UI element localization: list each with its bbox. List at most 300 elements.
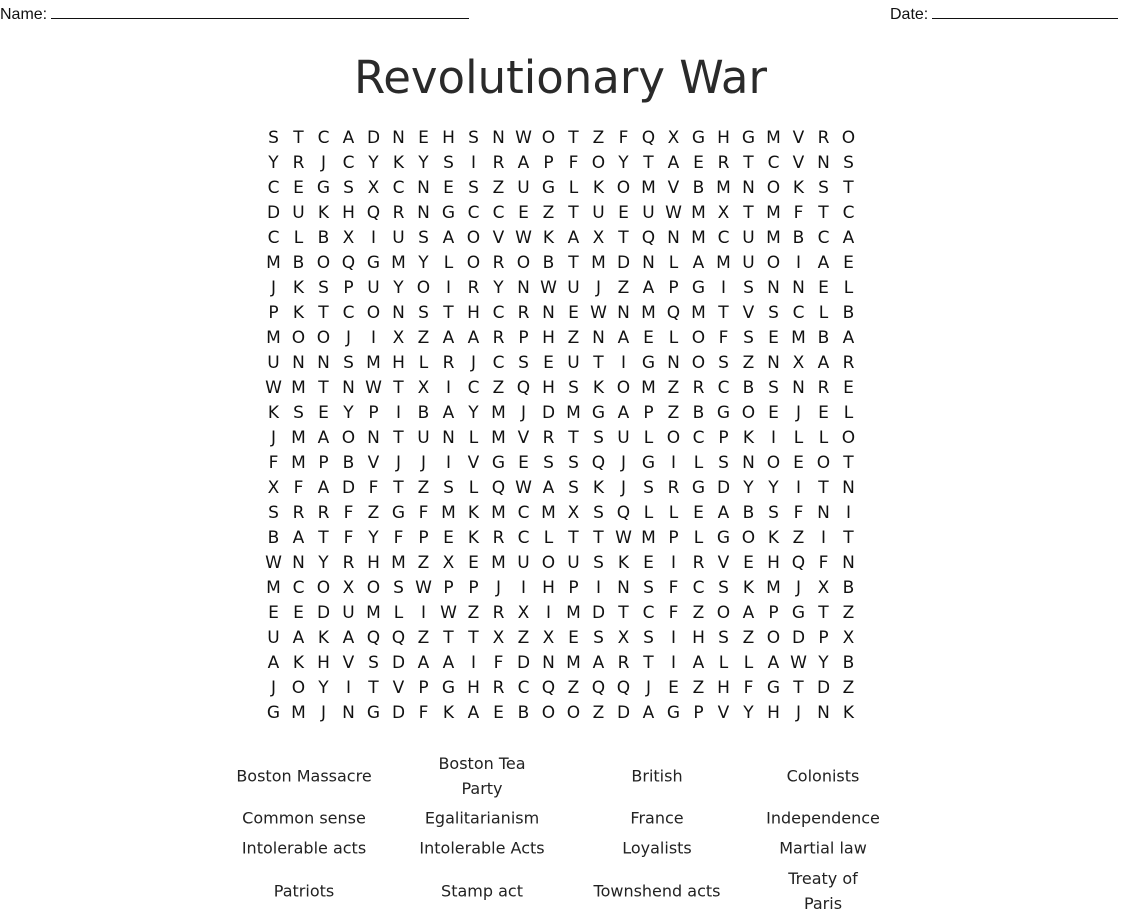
grid-letter[interactable]: F: [293, 477, 304, 498]
grid-letter[interactable]: I: [420, 602, 426, 623]
grid-letter[interactable]: P: [343, 277, 354, 298]
grid-letter[interactable]: A: [692, 652, 705, 673]
grid-letter[interactable]: I: [820, 527, 826, 548]
grid-letter[interactable]: Q: [366, 202, 381, 223]
grid-letter[interactable]: Z: [492, 177, 505, 198]
grid-letter[interactable]: T: [843, 177, 854, 198]
grid-letter[interactable]: F: [493, 652, 504, 673]
grid-letter[interactable]: J: [270, 677, 276, 698]
grid-letter[interactable]: P: [268, 302, 279, 323]
grid-letter[interactable]: S: [593, 427, 604, 448]
grid-letter[interactable]: E: [668, 677, 679, 698]
grid-letter[interactable]: J: [645, 677, 651, 698]
grid-letter[interactable]: U: [592, 202, 605, 223]
grid-letter[interactable]: V: [467, 452, 480, 473]
grid-letter[interactable]: W: [615, 527, 632, 548]
grid-letter[interactable]: C: [342, 302, 355, 323]
grid-letter[interactable]: X: [392, 327, 405, 348]
grid-letter[interactable]: O: [316, 252, 331, 273]
grid-letter[interactable]: N: [642, 252, 655, 273]
grid-letter[interactable]: Z: [692, 677, 705, 698]
grid-letter[interactable]: W: [515, 127, 532, 148]
grid-letter[interactable]: A: [417, 652, 430, 673]
grid-letter[interactable]: Z: [567, 327, 580, 348]
grid-letter[interactable]: M: [541, 502, 556, 523]
grid-letter[interactable]: A: [317, 477, 330, 498]
grid-letter[interactable]: S: [568, 452, 579, 473]
grid-letter[interactable]: P: [568, 577, 579, 598]
grid-letter[interactable]: O: [841, 127, 856, 148]
grid-letter[interactable]: N: [442, 427, 455, 448]
grid-letter[interactable]: T: [793, 677, 804, 698]
grid-letter[interactable]: D: [616, 702, 631, 723]
grid-letter[interactable]: H: [367, 552, 380, 573]
grid-letter[interactable]: L: [668, 502, 679, 523]
grid-letter[interactable]: W: [415, 577, 432, 598]
grid-letter[interactable]: E: [268, 602, 279, 623]
grid-letter[interactable]: K: [592, 177, 605, 198]
grid-letter[interactable]: O: [541, 702, 556, 723]
grid-letter[interactable]: N: [742, 177, 755, 198]
grid-letter[interactable]: A: [617, 402, 630, 423]
grid-letter[interactable]: I: [445, 452, 451, 473]
grid-letter[interactable]: U: [567, 552, 580, 573]
grid-letter[interactable]: Y: [318, 552, 329, 573]
grid-letter[interactable]: L: [668, 327, 679, 348]
grid-letter[interactable]: R: [817, 127, 830, 148]
grid-letter[interactable]: I: [795, 477, 801, 498]
grid-letter[interactable]: O: [566, 702, 581, 723]
grid-letter[interactable]: O: [616, 177, 631, 198]
grid-letter[interactable]: Z: [417, 477, 430, 498]
grid-letter[interactable]: N: [417, 202, 430, 223]
grid-letter[interactable]: C: [467, 202, 480, 223]
grid-letter[interactable]: O: [591, 152, 606, 173]
grid-letter[interactable]: M: [566, 652, 581, 673]
grid-letter[interactable]: F: [343, 527, 354, 548]
grid-letter[interactable]: K: [467, 502, 480, 523]
grid-letter[interactable]: M: [766, 227, 781, 248]
grid-letter[interactable]: U: [567, 277, 580, 298]
grid-letter[interactable]: U: [342, 602, 355, 623]
grid-letter[interactable]: Z: [517, 627, 530, 648]
grid-letter[interactable]: E: [543, 352, 554, 373]
grid-letter[interactable]: E: [743, 552, 754, 573]
grid-letter[interactable]: X: [417, 377, 430, 398]
grid-letter[interactable]: Q: [616, 677, 631, 698]
grid-letter[interactable]: V: [717, 552, 730, 573]
grid-letter[interactable]: M: [266, 327, 281, 348]
grid-letter[interactable]: B: [692, 402, 705, 423]
grid-letter[interactable]: C: [317, 127, 330, 148]
grid-letter[interactable]: D: [391, 652, 406, 673]
grid-letter[interactable]: A: [842, 327, 855, 348]
grid-letter[interactable]: O: [766, 177, 781, 198]
grid-letter[interactable]: B: [417, 402, 430, 423]
grid-letter[interactable]: C: [642, 602, 655, 623]
grid-letter[interactable]: Q: [616, 502, 631, 523]
grid-letter[interactable]: M: [716, 177, 731, 198]
grid-letter[interactable]: A: [667, 152, 680, 173]
grid-letter[interactable]: I: [595, 577, 601, 598]
grid-letter[interactable]: S: [418, 227, 429, 248]
grid-letter[interactable]: G: [741, 127, 756, 148]
grid-letter[interactable]: A: [617, 327, 630, 348]
grid-letter[interactable]: P: [443, 577, 454, 598]
grid-letter[interactable]: T: [318, 377, 329, 398]
grid-letter[interactable]: S: [343, 352, 354, 373]
grid-letter[interactable]: N: [542, 302, 555, 323]
grid-letter[interactable]: Z: [417, 627, 430, 648]
grid-letter[interactable]: R: [342, 552, 355, 573]
grid-letter[interactable]: Z: [417, 552, 430, 573]
grid-letter[interactable]: C: [517, 527, 530, 548]
grid-letter[interactable]: M: [491, 402, 506, 423]
grid-letter[interactable]: M: [691, 302, 706, 323]
grid-letter[interactable]: T: [718, 302, 729, 323]
grid-letter[interactable]: M: [291, 452, 306, 473]
grid-letter[interactable]: U: [392, 227, 405, 248]
grid-letter[interactable]: X: [492, 627, 505, 648]
grid-letter[interactable]: N: [617, 577, 630, 598]
grid-letter[interactable]: I: [670, 452, 676, 473]
grid-letter[interactable]: R: [292, 502, 305, 523]
grid-letter[interactable]: L: [693, 452, 704, 473]
grid-letter[interactable]: G: [541, 177, 556, 198]
grid-letter[interactable]: S: [768, 377, 779, 398]
grid-letter[interactable]: E: [618, 202, 629, 223]
grid-letter[interactable]: E: [468, 552, 479, 573]
grid-letter[interactable]: S: [568, 477, 579, 498]
grid-letter[interactable]: P: [318, 452, 329, 473]
grid-letter[interactable]: J: [395, 452, 401, 473]
grid-letter[interactable]: S: [443, 477, 454, 498]
grid-letter[interactable]: W: [665, 202, 682, 223]
grid-letter[interactable]: G: [691, 477, 706, 498]
grid-letter[interactable]: A: [442, 652, 455, 673]
grid-letter[interactable]: V: [392, 677, 405, 698]
grid-letter[interactable]: Y: [618, 152, 629, 173]
grid-letter[interactable]: O: [741, 402, 756, 423]
grid-letter[interactable]: N: [292, 352, 305, 373]
grid-letter[interactable]: R: [317, 502, 330, 523]
grid-letter[interactable]: V: [667, 177, 680, 198]
grid-letter[interactable]: T: [368, 677, 379, 698]
grid-letter[interactable]: O: [766, 627, 781, 648]
grid-letter[interactable]: X: [517, 602, 530, 623]
grid-letter[interactable]: S: [418, 302, 429, 323]
grid-letter[interactable]: Q: [591, 677, 606, 698]
grid-letter[interactable]: K: [267, 402, 280, 423]
grid-letter[interactable]: E: [568, 302, 579, 323]
grid-letter[interactable]: B: [292, 252, 305, 273]
grid-letter[interactable]: S: [568, 377, 579, 398]
grid-letter[interactable]: O: [316, 577, 331, 598]
grid-letter[interactable]: I: [370, 327, 376, 348]
grid-letter[interactable]: M: [491, 502, 506, 523]
grid-letter[interactable]: T: [618, 602, 629, 623]
grid-letter[interactable]: S: [718, 577, 729, 598]
grid-letter[interactable]: S: [268, 502, 279, 523]
grid-letter[interactable]: B: [317, 227, 330, 248]
grid-letter[interactable]: R: [542, 427, 555, 448]
grid-letter[interactable]: O: [466, 227, 481, 248]
grid-letter[interactable]: Z: [617, 277, 630, 298]
grid-letter[interactable]: M: [291, 377, 306, 398]
grid-letter[interactable]: P: [543, 152, 554, 173]
grid-letter[interactable]: U: [517, 177, 530, 198]
grid-letter[interactable]: H: [717, 127, 730, 148]
grid-letter[interactable]: J: [795, 577, 801, 598]
grid-letter[interactable]: J: [620, 452, 626, 473]
grid-letter[interactable]: Z: [592, 127, 605, 148]
grid-letter[interactable]: L: [543, 527, 554, 548]
grid-letter[interactable]: W: [515, 477, 532, 498]
grid-letter[interactable]: F: [418, 702, 429, 723]
grid-letter[interactable]: O: [691, 327, 706, 348]
grid-letter[interactable]: R: [692, 377, 705, 398]
grid-letter[interactable]: T: [643, 152, 654, 173]
grid-letter[interactable]: A: [542, 477, 555, 498]
grid-letter[interactable]: U: [267, 352, 280, 373]
grid-letter[interactable]: L: [843, 277, 854, 298]
grid-letter[interactable]: G: [491, 452, 506, 473]
grid-letter[interactable]: N: [817, 152, 830, 173]
grid-letter[interactable]: M: [641, 177, 656, 198]
grid-letter[interactable]: Z: [792, 527, 805, 548]
grid-letter[interactable]: S: [643, 627, 654, 648]
grid-letter[interactable]: G: [366, 252, 381, 273]
grid-letter[interactable]: K: [617, 552, 630, 573]
grid-letter[interactable]: L: [443, 252, 454, 273]
grid-letter[interactable]: W: [540, 277, 557, 298]
grid-letter[interactable]: O: [616, 377, 631, 398]
grid-letter[interactable]: Z: [542, 202, 555, 223]
grid-letter[interactable]: Z: [742, 627, 755, 648]
grid-letter[interactable]: M: [766, 577, 781, 598]
grid-letter[interactable]: E: [493, 702, 504, 723]
grid-letter[interactable]: J: [345, 327, 351, 348]
grid-letter[interactable]: P: [418, 527, 429, 548]
grid-letter[interactable]: I: [795, 252, 801, 273]
grid-letter[interactable]: L: [818, 302, 829, 323]
grid-letter[interactable]: B: [842, 577, 855, 598]
grid-letter[interactable]: W: [265, 552, 282, 573]
grid-letter[interactable]: U: [517, 552, 530, 573]
grid-letter[interactable]: G: [691, 127, 706, 148]
grid-letter[interactable]: C: [492, 302, 505, 323]
grid-letter[interactable]: T: [568, 527, 579, 548]
grid-letter[interactable]: F: [793, 202, 804, 223]
grid-letter[interactable]: T: [568, 127, 579, 148]
grid-letter[interactable]: O: [416, 277, 431, 298]
grid-letter[interactable]: S: [268, 127, 279, 148]
grid-letter[interactable]: C: [392, 177, 405, 198]
grid-letter[interactable]: K: [317, 627, 330, 648]
grid-letter[interactable]: E: [768, 402, 779, 423]
grid-letter[interactable]: G: [716, 527, 731, 548]
grid-letter[interactable]: D: [391, 702, 406, 723]
grid-letter[interactable]: H: [717, 677, 730, 698]
grid-letter[interactable]: N: [767, 277, 780, 298]
grid-letter[interactable]: E: [793, 452, 804, 473]
grid-letter[interactable]: H: [767, 552, 780, 573]
grid-letter[interactable]: F: [418, 502, 429, 523]
grid-letter[interactable]: F: [668, 577, 679, 598]
grid-letter[interactable]: K: [467, 527, 480, 548]
grid-letter[interactable]: A: [292, 627, 305, 648]
grid-letter[interactable]: G: [766, 677, 781, 698]
grid-letter[interactable]: E: [568, 627, 579, 648]
grid-letter[interactable]: H: [767, 702, 780, 723]
grid-letter[interactable]: X: [367, 177, 380, 198]
grid-letter[interactable]: R: [667, 477, 680, 498]
grid-letter[interactable]: I: [845, 502, 851, 523]
grid-letter[interactable]: F: [343, 502, 354, 523]
grid-letter[interactable]: P: [768, 602, 779, 623]
grid-letter[interactable]: B: [692, 177, 705, 198]
grid-letter[interactable]: T: [443, 302, 454, 323]
grid-letter[interactable]: H: [392, 352, 405, 373]
grid-letter[interactable]: N: [742, 452, 755, 473]
grid-letter[interactable]: M: [491, 552, 506, 573]
grid-letter[interactable]: J: [470, 352, 476, 373]
grid-letter[interactable]: B: [817, 327, 830, 348]
grid-letter[interactable]: R: [492, 327, 505, 348]
grid-letter[interactable]: S: [643, 477, 654, 498]
date-input-line[interactable]: [932, 2, 1118, 19]
grid-letter[interactable]: I: [670, 652, 676, 673]
grid-letter[interactable]: C: [842, 202, 855, 223]
grid-letter[interactable]: M: [391, 552, 406, 573]
grid-letter[interactable]: E: [518, 452, 529, 473]
grid-letter[interactable]: X: [567, 502, 580, 523]
grid-letter[interactable]: M: [716, 252, 731, 273]
grid-letter[interactable]: P: [518, 327, 529, 348]
grid-letter[interactable]: N: [342, 377, 355, 398]
grid-letter[interactable]: Z: [592, 702, 605, 723]
grid-letter[interactable]: N: [667, 227, 680, 248]
grid-letter[interactable]: A: [817, 252, 830, 273]
grid-letter[interactable]: X: [792, 352, 805, 373]
grid-letter[interactable]: L: [818, 427, 829, 448]
grid-letter[interactable]: M: [291, 427, 306, 448]
grid-letter[interactable]: T: [568, 427, 579, 448]
grid-letter[interactable]: L: [568, 177, 579, 198]
grid-letter[interactable]: A: [692, 252, 705, 273]
grid-letter[interactable]: C: [342, 152, 355, 173]
grid-letter[interactable]: D: [541, 402, 556, 423]
grid-letter[interactable]: A: [292, 527, 305, 548]
grid-letter[interactable]: K: [742, 427, 755, 448]
grid-letter[interactable]: S: [368, 652, 379, 673]
grid-letter[interactable]: K: [842, 702, 855, 723]
grid-letter[interactable]: M: [491, 427, 506, 448]
grid-letter[interactable]: M: [641, 377, 656, 398]
grid-letter[interactable]: A: [842, 227, 855, 248]
grid-letter[interactable]: Y: [743, 702, 754, 723]
grid-letter[interactable]: E: [768, 327, 779, 348]
grid-letter[interactable]: R: [492, 152, 505, 173]
grid-letter[interactable]: X: [842, 627, 855, 648]
grid-letter[interactable]: J: [795, 702, 801, 723]
grid-letter[interactable]: I: [345, 677, 351, 698]
grid-letter[interactable]: D: [816, 677, 831, 698]
grid-letter[interactable]: K: [592, 477, 605, 498]
grid-letter[interactable]: A: [517, 152, 530, 173]
grid-letter[interactable]: X: [717, 202, 730, 223]
grid-letter[interactable]: K: [542, 227, 555, 248]
grid-letter[interactable]: C: [517, 502, 530, 523]
grid-letter[interactable]: J: [620, 477, 626, 498]
grid-letter[interactable]: C: [492, 202, 505, 223]
grid-letter[interactable]: G: [441, 677, 456, 698]
grid-letter[interactable]: G: [441, 202, 456, 223]
grid-letter[interactable]: A: [567, 227, 580, 248]
grid-letter[interactable]: I: [370, 227, 376, 248]
grid-letter[interactable]: S: [443, 152, 454, 173]
grid-letter[interactable]: E: [693, 152, 704, 173]
grid-letter[interactable]: E: [518, 202, 529, 223]
grid-letter[interactable]: O: [541, 552, 556, 573]
grid-letter[interactable]: K: [292, 302, 305, 323]
grid-letter[interactable]: M: [691, 202, 706, 223]
grid-letter[interactable]: O: [741, 527, 756, 548]
grid-letter[interactable]: J: [520, 402, 526, 423]
grid-letter[interactable]: K: [767, 527, 780, 548]
grid-letter[interactable]: V: [792, 152, 805, 173]
grid-letter[interactable]: S: [343, 177, 354, 198]
grid-letter[interactable]: S: [468, 127, 479, 148]
grid-letter[interactable]: C: [692, 577, 705, 598]
grid-letter[interactable]: S: [743, 277, 754, 298]
grid-letter[interactable]: Z: [567, 677, 580, 698]
grid-letter[interactable]: D: [616, 252, 631, 273]
grid-letter[interactable]: A: [467, 702, 480, 723]
grid-letter[interactable]: X: [342, 227, 355, 248]
grid-letter[interactable]: N: [292, 552, 305, 573]
grid-letter[interactable]: M: [366, 602, 381, 623]
grid-letter[interactable]: F: [818, 552, 829, 573]
grid-letter[interactable]: N: [817, 702, 830, 723]
grid-letter[interactable]: K: [592, 377, 605, 398]
grid-letter[interactable]: E: [643, 552, 654, 573]
grid-letter[interactable]: A: [742, 602, 755, 623]
grid-letter[interactable]: U: [267, 627, 280, 648]
grid-letter[interactable]: S: [643, 577, 654, 598]
grid-letter[interactable]: Z: [842, 677, 855, 698]
grid-letter[interactable]: O: [516, 252, 531, 273]
grid-letter[interactable]: A: [442, 227, 455, 248]
grid-letter[interactable]: A: [717, 502, 730, 523]
grid-letter[interactable]: R: [817, 377, 830, 398]
grid-letter[interactable]: W: [590, 302, 607, 323]
grid-letter[interactable]: B: [517, 702, 530, 723]
grid-letter[interactable]: O: [766, 452, 781, 473]
grid-letter[interactable]: Y: [268, 152, 279, 173]
grid-letter[interactable]: A: [342, 627, 355, 648]
grid-letter[interactable]: H: [542, 377, 555, 398]
grid-letter[interactable]: D: [316, 602, 331, 623]
grid-letter[interactable]: N: [842, 477, 855, 498]
grid-letter[interactable]: O: [466, 252, 481, 273]
grid-letter[interactable]: Q: [791, 552, 806, 573]
grid-letter[interactable]: G: [716, 402, 731, 423]
grid-letter[interactable]: T: [568, 252, 579, 273]
grid-letter[interactable]: G: [391, 502, 406, 523]
grid-letter[interactable]: M: [366, 352, 381, 373]
grid-letter[interactable]: V: [342, 652, 355, 673]
